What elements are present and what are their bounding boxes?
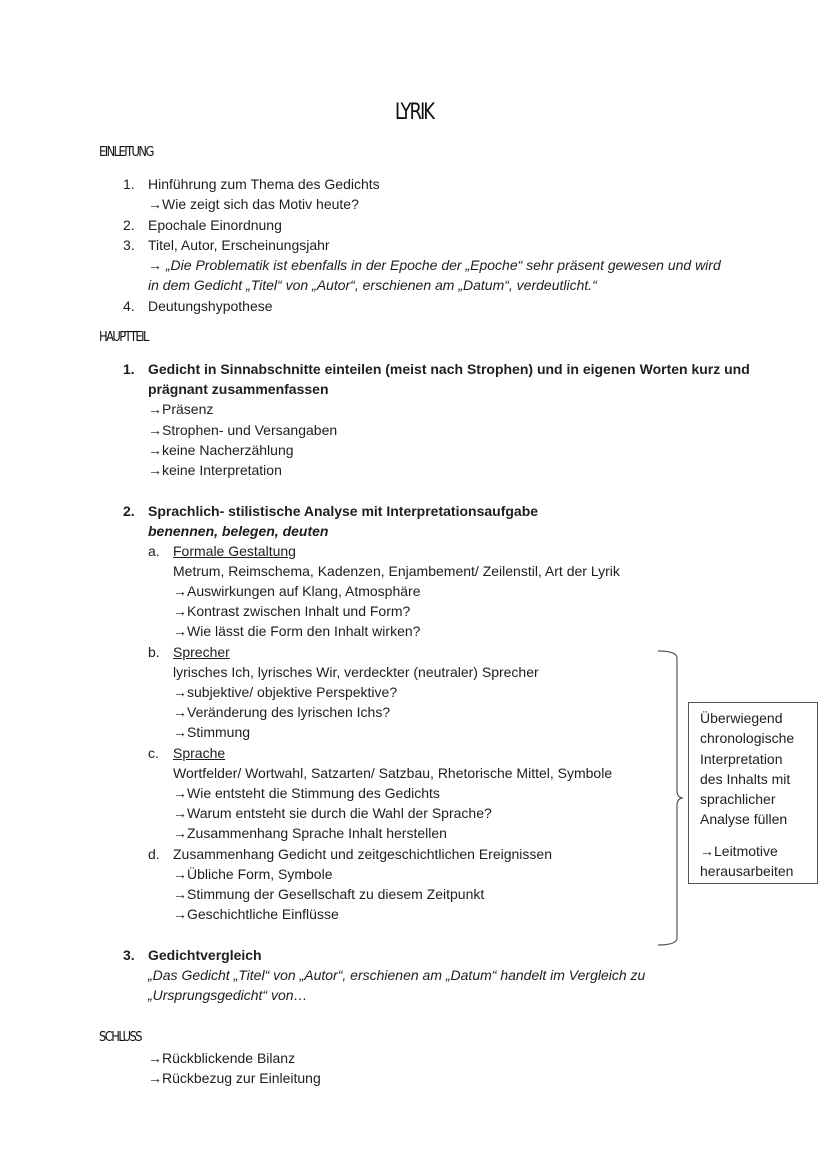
list-letter: b. [148,644,160,660]
hauptteil-item-3-title: Gedichtvergleich [148,947,262,963]
arrow-icon: → [173,866,187,882]
bullet: →keine Interpretation [148,462,282,478]
arrow-icon: → [173,623,187,639]
list-num: 4. [123,298,135,314]
bullet: →Rückbezug zur Einleitung [148,1070,321,1086]
arrow-icon: → [148,442,162,458]
list-num: 1. [123,176,135,192]
arrow-icon: → [173,825,187,841]
einleitung-item-2: Epochale Einordnung [148,217,282,233]
right-brace-icon [657,650,683,946]
arrow-icon: → [148,196,162,212]
arrow-icon: → [173,704,187,720]
bullet: →Stimmung der Gesellschaft zu diesem Zeitpunkt [173,886,485,902]
arrow-icon: → [148,401,162,417]
arrow-icon: → [173,886,187,902]
heading-einleitung: EINLEITUNG [99,144,153,160]
einleitung-item-3-quote: → „Die Problematik ist ebenfalls in der Epoche der „Epoche“ sehr präsent gewesen und wird [148,257,721,273]
side-note-line: chronologische [700,730,795,747]
arrow-icon: → [173,684,187,700]
list-num: 2. [123,503,135,519]
arrow-icon: → [148,1050,162,1066]
arrow-icon: → [173,906,187,922]
arrow-icon: → [173,603,187,619]
einleitung-item-1: Hinführung zum Thema des Gedichts [148,176,380,192]
list-num: 1. [123,361,135,377]
bullet: →Übliche Form, Symbole [173,866,333,882]
bullet: →Geschichtliche Einflüsse [173,906,339,922]
bullet: →Veränderung des lyrischen Ichs? [173,704,391,720]
bullet: →subjektive/ objektive Perspektive? [173,684,398,700]
arrow-icon: → [173,724,187,740]
list-letter: a. [148,543,160,559]
side-note-line: sprachlicher [700,791,776,808]
side-note-line: Interpretation [700,750,783,767]
bullet: →Wie entsteht die Stimmung des Gedichts [173,785,440,801]
bullet: →Zusammenhang Sprache Inhalt herstellen [173,825,447,841]
sub-desc: lyrisches Ich, lyrisches Wir, verdeckter (neutraler) Sprecher [173,664,539,680]
sub-desc: Metrum, Reimschema, Kadenzen, Enjambement/ Zeilenstil, Art der Lyrik [173,563,620,579]
einleitung-item-4: Deutungshypothese [148,298,273,314]
einleitung-item-3-quote-cont: in dem Gedicht „Titel“ von „Autor“, erschienen am „Datum“, verdeutlicht.“ [148,277,597,293]
side-note-line: Überwiegend [700,710,783,726]
side-note-line: des Inhalts mit [700,770,791,787]
bullet: →Warum entsteht sie durch die Wahl der Sprache? [173,805,492,821]
bullet: →Auswirkungen auf Klang, Atmosphäre [173,583,421,599]
side-note-arrow-line: →Leitmotive [700,842,778,859]
arrow-icon: → [148,1070,162,1086]
sub-title-sprecher: Sprecher [173,644,230,660]
bullet: →keine Nacherzählung [148,442,294,458]
heading-hauptteil: HAUPTTEIL [99,329,148,345]
side-note-box [688,702,818,884]
arrow-icon: → [148,462,162,478]
arrow-icon: → [148,422,162,438]
einleitung-item-1-sub: →Wie zeigt sich das Motiv heute? [148,196,359,212]
einleitung-item-3: Titel, Autor, Erscheinungsjahr [148,237,330,253]
bullet: →Wie lässt die Form den Inhalt wirken? [173,623,421,639]
hauptteil-item-1-title-cont: prägnant zusammenfassen [148,381,329,397]
bullet: →Strophen- und Versangaben [148,422,338,438]
list-letter: d. [148,846,160,862]
sub-desc: Wortfelder/ Wortwahl, Satzarten/ Satzbau, Rhetorische Mittel, Symbole [173,765,613,781]
sub-title-sprache: Sprache [173,745,226,761]
bullet: →Kontrast zwischen Inhalt und Form? [173,603,411,619]
hauptteil-item-3-quote-cont: „Ursprungsgedicht“ von… [148,987,308,1003]
bullet: →Präsenz [148,401,214,417]
arrow-icon: → [173,805,187,821]
page-title: LYRIK [394,100,434,125]
list-letter: c. [148,745,159,761]
sub-title-formale-gestaltung: Formale Gestaltung [173,543,296,559]
bullet: →Stimmung [173,724,251,740]
sub-title-zusammenhang: Zusammenhang Gedicht und zeitgeschichtlichen Ereignissen [173,846,552,862]
bullet: →Rückblickende Bilanz [148,1050,296,1066]
arrow-icon: → [700,842,714,859]
list-num: 3. [123,947,135,963]
side-note-line: Analyse füllen [700,811,788,828]
arrow-icon: → [173,785,187,801]
hauptteil-item-2-title: Sprachlich- stilistische Analyse mit Interpretationsaufgabe [148,503,539,519]
arrow-icon: → [148,257,162,273]
list-num: 2. [123,217,135,233]
side-note-line: herausarbeiten [700,863,794,880]
hauptteil-item-1-title: Gedicht in Sinnabschnitte einteilen (meist nach Strophen) und in eigenen Worten kurz und [148,361,750,377]
heading-schluss: SCHLUSS [99,1029,142,1045]
hauptteil-item-2-subtitle: benennen, belegen, deuten [148,523,329,539]
list-num: 3. [123,237,135,253]
arrow-icon: → [173,583,187,599]
hauptteil-item-3-quote: „Das Gedicht „Titel“ von „Autor“, erschienen am „Datum“ handelt im Vergleich zu [148,967,646,983]
